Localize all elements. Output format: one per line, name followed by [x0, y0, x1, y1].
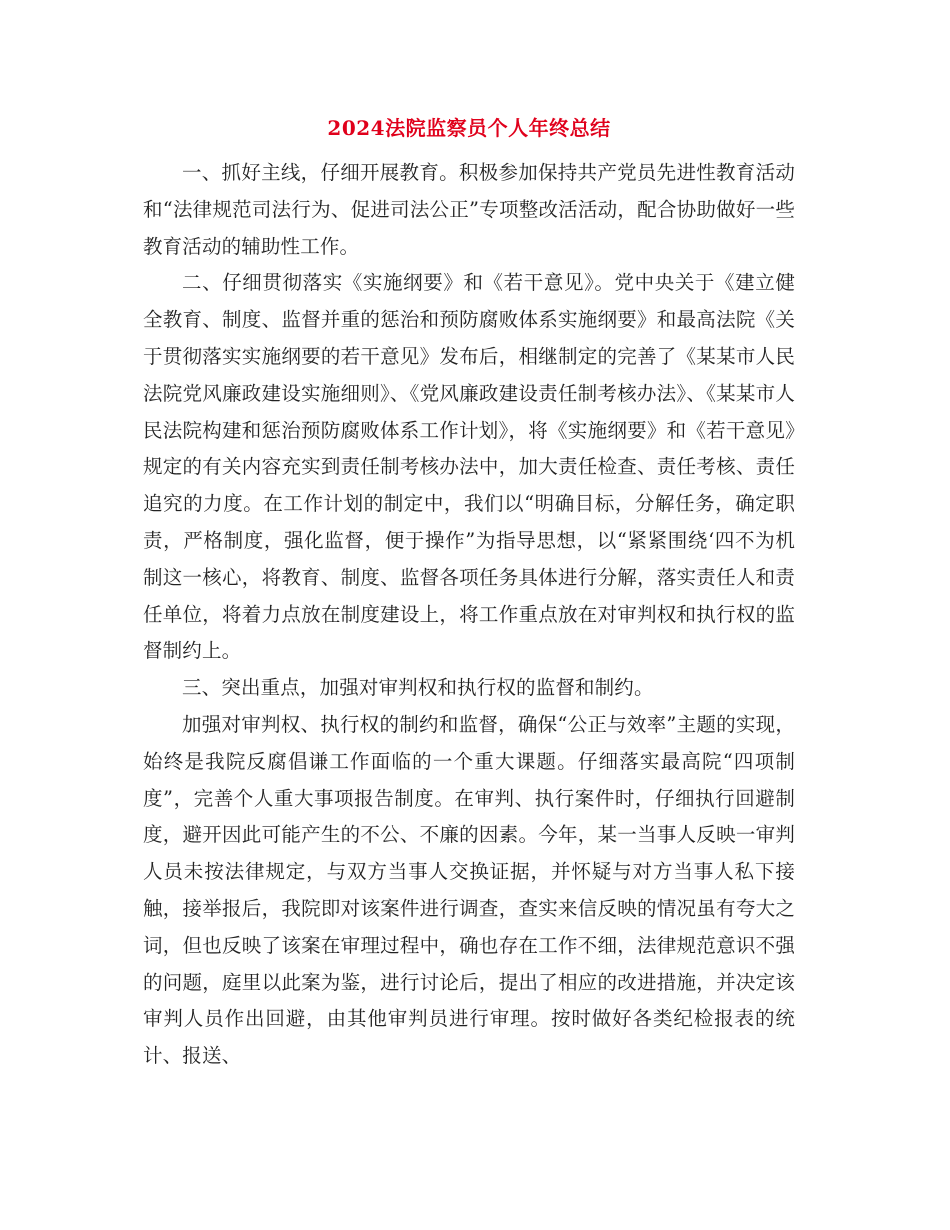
document-page — [143, 108, 795, 1075]
paragraph-3: 三、突出重点，加强对审判权和执行权的监督和制约。 — [182, 676, 654, 700]
paragraph-4: 加强对审判权、执行权的制约和监督，确保“公正与效率”主题的实现，始终是我院反腐倡谦工作面临的一个重大课题。仔细落实最高院“四项制度”，完善个人重大事项报告制度。在审判、执行案件时，仔细执行回避制度，避开因此可能产生的不公、不廉的因素。今年，某一当事人反映一审判人员未按法律规定，与双方当事人交换证据，并怀疑与对方当事人私下接触，接举报后，我院即对该案件进行调查，查实来信反映的情况虽有夸大之词，但也反映了该案在审理过程中，确也存在工作不细，法律规范意识不强的问题，庭里以此案为鉴，进行讨论后，提出了相应的改进措施，并决定该审判人员作出回避，由其他审判员进行审理。按时做好各类纪检报表的统计、报送、 — [143, 712, 795, 1068]
paragraph-1: 一、抓好主线，仔细开展教育。积极参加保持共产党员先进性教育活动和“法律规范司法行为、促进司法公正”专项整改活活动，配合协助做好一些教育活动的辅助性工作。 — [143, 161, 795, 258]
document-title: 2024法院监察员个人年终总结 — [327, 116, 611, 140]
paragraph-2: 二、仔细贯彻落实《实施纲要》和《若干意见》。党中央关于《建立健全教育、制度、监督并重的惩治和预防腐败体系实施纲要》和最高法院《关于贯彻落实实施纲要的若干意见》发布后，相继制定的完善了《某某市人民法院党风廉政建设实施细则》、《党风廉政建设责任制考核办法》、《某某市人民法院构建和惩治预防腐败体系工作计划》，将《实施纲要》和《若干意见》规定的有关内容充实到责任制考核办法中，加大责任检查、责任考核、责任追究的力度。在工作计划的制定中，我们以“明确目标，分解任务，确定职责，严格制度，强化监督，便于操作”为指导思想，以“紧紧围绕‘四不为机制这一核心，将教育、制度、监督各项任务具体进行分解，落实责任人和责任单位，将着力点放在制度建设上，将工作重点放在对审判权和执行权的监督制约上。 — [143, 271, 795, 663]
